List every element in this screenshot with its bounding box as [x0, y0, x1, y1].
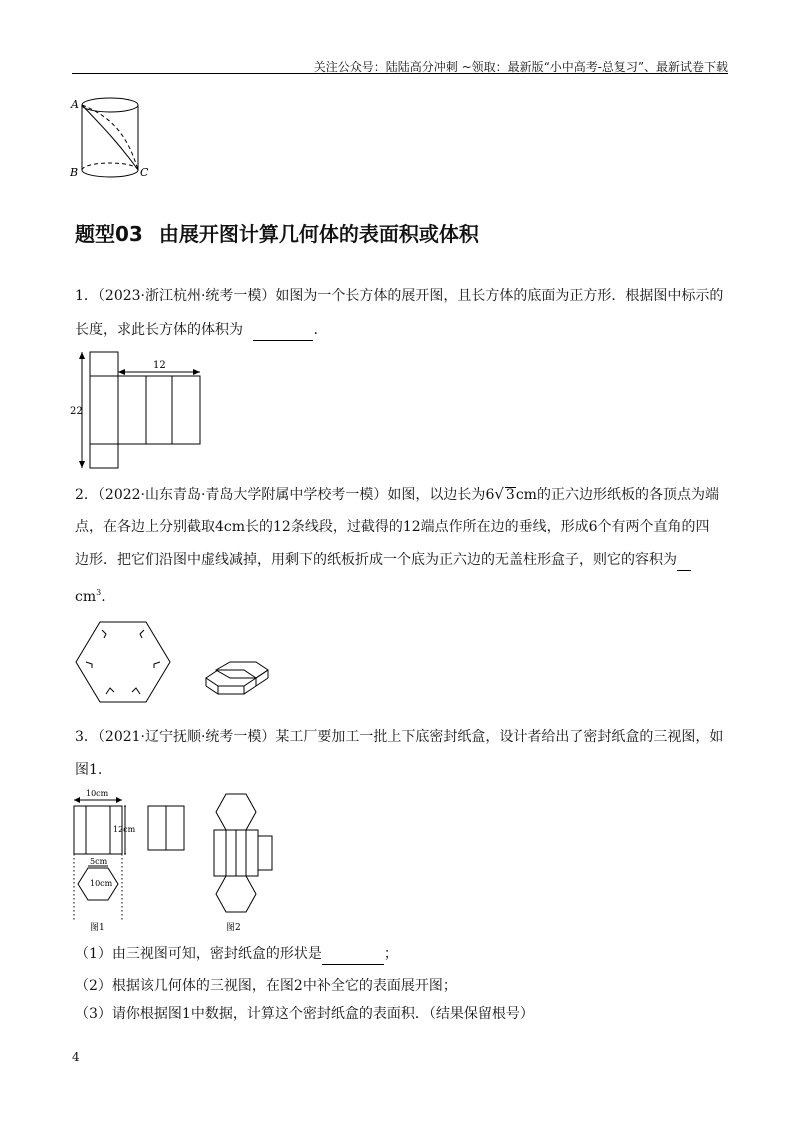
label-a: A [71, 98, 79, 111]
caption-fig2: 图2 [226, 923, 241, 933]
label-5cm: 5cm [90, 857, 108, 866]
radical-sign: √ [494, 485, 504, 503]
label-12: 12 [153, 360, 166, 371]
q3-line1: 3．（2021·辽宁抚顺·统考一模）某工厂要加工一批上下底密封纸盒，设计者给出了密封纸盒的三视图，如 [75, 729, 724, 745]
q2-answer-blank[interactable] [677, 550, 691, 571]
label-10cm-top: 10cm [86, 789, 109, 798]
q1-answer-blank[interactable] [253, 320, 313, 341]
q2-line1 [75, 484, 719, 505]
label-c: C [140, 166, 149, 179]
section-title [75, 218, 479, 247]
q2-line3-text: 边形．把它们沿图中虚线减掉，用剩下的纸板折成一个底为正六边的无盖柱形盒子，则它的容积为 [75, 552, 677, 568]
q3-sub1 [75, 944, 398, 965]
q2-line1-post: cm的正六边形纸板的各顶点为端 [515, 487, 719, 503]
q2-unit: cm [75, 589, 97, 605]
label-b: B [70, 166, 79, 179]
header-divider [72, 73, 728, 74]
q1-line2-text: 长度，求此长方体的体积为 [75, 322, 243, 338]
q3-sub3: （3）请你根据图1中数据，计算这个密封纸盒的表面积．（结果保留根号） [75, 1006, 534, 1022]
q1-period: . [313, 322, 318, 338]
q3-line2: 图1. [75, 762, 103, 778]
three-view-figure [66, 786, 286, 934]
q2-line4 [75, 583, 106, 607]
q2-period: . [101, 589, 106, 605]
caption-fig1: 图1 [90, 923, 105, 933]
hexagon-box-figure [68, 612, 278, 712]
q2-unit-exponent: 3 [96, 588, 102, 597]
q1-line2 [75, 320, 318, 341]
q1-line1: 1．（2023·浙江杭州·统考一模）如图为一个长方体的展开图，且长方体的底面为正方形．根据图中标示的 [75, 288, 724, 304]
section-heading: 由展开图计算几何体的表面积或体积 [158, 222, 479, 246]
q3-answer-blank[interactable] [322, 944, 384, 965]
q3-sub2: （2）根据该几何体的三视图，在图2中补全它的表面展开图； [75, 978, 457, 994]
q2-line3 [75, 550, 691, 571]
section-number: 题型03 [75, 222, 143, 246]
q2-radicand: 3 [505, 487, 515, 503]
cuboid-net-figure [68, 350, 218, 472]
q2-coef: 6 [485, 487, 495, 503]
q3-sub1-text: （1）由三视图可知，密封纸盒的形状是 [75, 946, 322, 962]
page-number: 4 [72, 1050, 80, 1064]
cylinder-figure [68, 92, 158, 184]
q2-line2: 点，在各边上分别截取4cm长的12条线段，过截得的12端点作所在边的垂线，形成6个有两个直角的四 [75, 519, 710, 535]
page-header: 关注公众号：陆陆高分冲刺 ~领取：最新版“小中高考-总复习”、最新试卷下载 [313, 60, 728, 74]
label-10cm-diag: 10cm [90, 879, 113, 888]
q2-line1-pre: 2．（2022·山东青岛·青岛大学附属中学校考一模）如图，以边长为 [75, 487, 486, 503]
q3-sub1-end: ； [383, 946, 398, 962]
label-12cm: 12cm [113, 825, 136, 834]
label-22: 22 [70, 406, 83, 417]
